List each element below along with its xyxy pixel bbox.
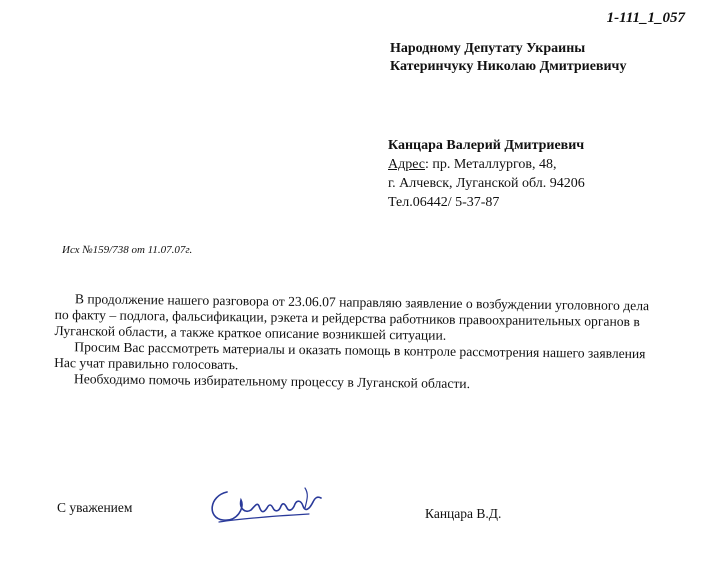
handwritten-signature	[205, 478, 335, 528]
letter-body	[54, 291, 655, 394]
signature-flourish	[305, 488, 307, 508]
outgoing-reference: Исх №159/738 от 11.07.07г.	[62, 244, 193, 256]
address-line-1: : пр. Металлургов, 48,	[425, 157, 557, 172]
recipient-title: Народному Депутату Украины	[390, 41, 586, 56]
recipient-name: Катеринчуку Николаю Дмитриевичу	[390, 59, 627, 74]
body-paragraph-3: Необходимо помочь избирательному процессу в Луганской области.	[73, 371, 471, 392]
address-label: Адрес	[388, 157, 426, 172]
address-line-2: г. Алчевск, Луганской обл. 94206	[388, 176, 585, 191]
signature-stroke	[212, 492, 321, 520]
sender-block	[388, 136, 585, 212]
sender-phone: Тел.06442/ 5-37-87	[388, 195, 500, 210]
body-paragraph-1: В продолжение нашего разговора от 23.06.07 направляю заявление о возбуждении уголовного дела по факту – подлога, фальсификации, рэкета и рейдерства работников правоохранительных органов в Луганской области, а также краткое описание возникшей ситуации.	[54, 291, 650, 343]
signer-name: Канцара В.Д.	[425, 506, 502, 521]
closing-phrase: С уважением	[57, 500, 133, 515]
document-id: 1-111_1_057	[606, 10, 685, 26]
body-paragraph-2: Просим Вас рассмотреть материалы и оказать помощь в контроле рассмотрения нашего заявления Нас учат правильно голосовать.	[54, 339, 646, 373]
sender-address	[388, 155, 585, 174]
recipient-block	[390, 40, 626, 76]
sender-name: Канцара Валерий Дмитриевич	[388, 138, 585, 153]
